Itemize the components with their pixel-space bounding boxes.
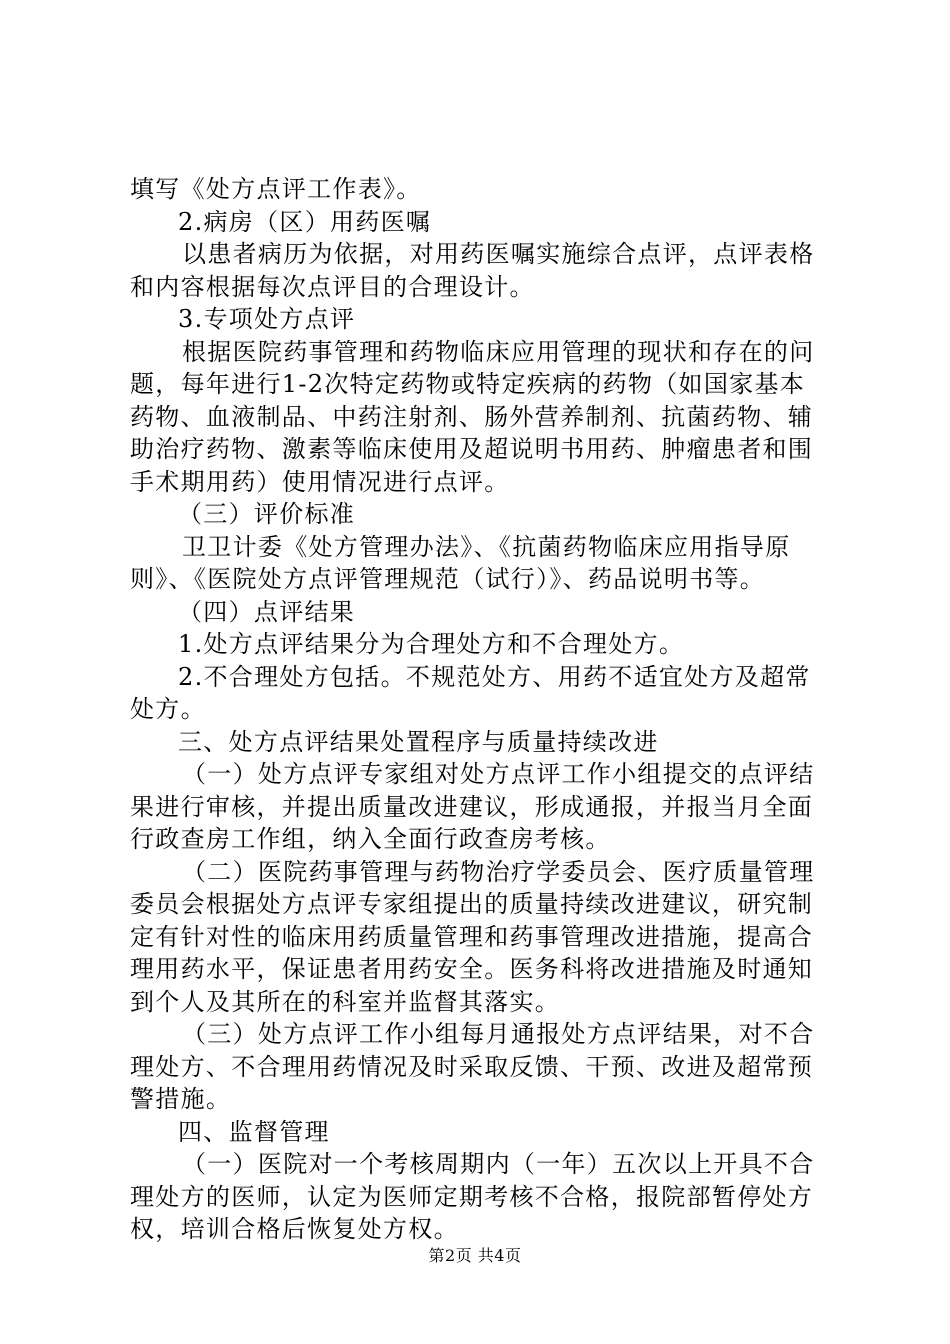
document-line: （三）评价标准 [178, 500, 356, 528]
document-line: 题，每年进行1-2次特定药物或特定疾病的药物（如国家基本 [130, 370, 806, 398]
document-line: 2.病房（区）用药医嘱 [178, 207, 432, 236]
document-line: 权，培训合格后恢复处方权。 [130, 1215, 459, 1243]
document-line: 行政查房工作组，纳入全面行政查房考核。 [130, 825, 611, 853]
document-line: 警措施。 [130, 1085, 232, 1113]
document-line: （一）医院对一个考核周期内（一年）五次以上开具不合 [182, 1150, 815, 1178]
document-line: 则》、《医院处方点评管理规范（试行）》、药品说明书等。 [130, 565, 766, 593]
document-line: （三）处方点评工作小组每月通报处方点评结果，对不合 [182, 1020, 815, 1048]
document-line: 理用药水平，保证患者用药安全。医务科将改进措施及时通知 [130, 955, 814, 983]
document-line: 定有针对性的临床用药质量管理和药事管理改进措施，提高合 [130, 922, 814, 951]
document-line: （二）医院药事管理与药物治疗学委员会、医疗质量管理 [182, 857, 815, 886]
document-line: 卫卫计委《处方管理办法》、《抗菌药物临床应用指导原 [182, 532, 791, 561]
document-line: （四）点评结果 [178, 597, 356, 626]
document-line: 手术期用药）使用情况进行点评。 [130, 467, 510, 496]
document-line: 和内容根据每次点评目的合理设计。 [130, 272, 535, 301]
document-line: 1.处方点评结果分为合理处方和不合理处方。 [178, 630, 685, 658]
document-line: 到个人及其所在的科室并监督其落实。 [130, 987, 561, 1016]
document-line: （一）处方点评专家组对处方点评工作小组提交的点评结 [182, 760, 815, 788]
document-line: 3.专项处方点评 [178, 305, 356, 333]
document-line: 2.不合理处方包括。不规范处方、用药不适宜处方及超常 [178, 662, 811, 691]
document-line: 处方。 [130, 695, 206, 723]
document-line: 以患者病历为依据，对用药医嘱实施综合点评，点评表格 [182, 240, 815, 268]
document-line: 理处方、不合理用药情况及时采取反馈、干预、改进及超常预 [130, 1052, 814, 1081]
document-line: 三、处方点评结果处置程序与质量持续改进 [178, 727, 659, 756]
document-line: 助治疗药物、激素等临床使用及超说明书用药、肿瘤患者和围 [130, 435, 814, 463]
document-line: 填写《处方点评工作表》。 [130, 175, 422, 203]
document-line: 理处方的医师，认定为医师定期考核不合格，报院部暂停处方 [130, 1182, 814, 1211]
document-line: 根据医院药事管理和药物临床应用管理的现状和存在的问 [182, 337, 815, 366]
document-line: 四、监督管理 [178, 1117, 330, 1146]
document-line: 委员会根据处方点评专家组提出的质量持续改进建议，研究制 [130, 890, 814, 918]
document-line: 药物、血液制品、中药注射剂、肠外营养制剂、抗菌药物、辅 [130, 402, 814, 431]
page-number-footer: 第2页 共4页 [428, 1246, 522, 1265]
document-line: 果进行审核，并提出质量改进建议，形成通报，并报当月全面 [130, 792, 814, 821]
document-body [130, 173, 832, 1246]
